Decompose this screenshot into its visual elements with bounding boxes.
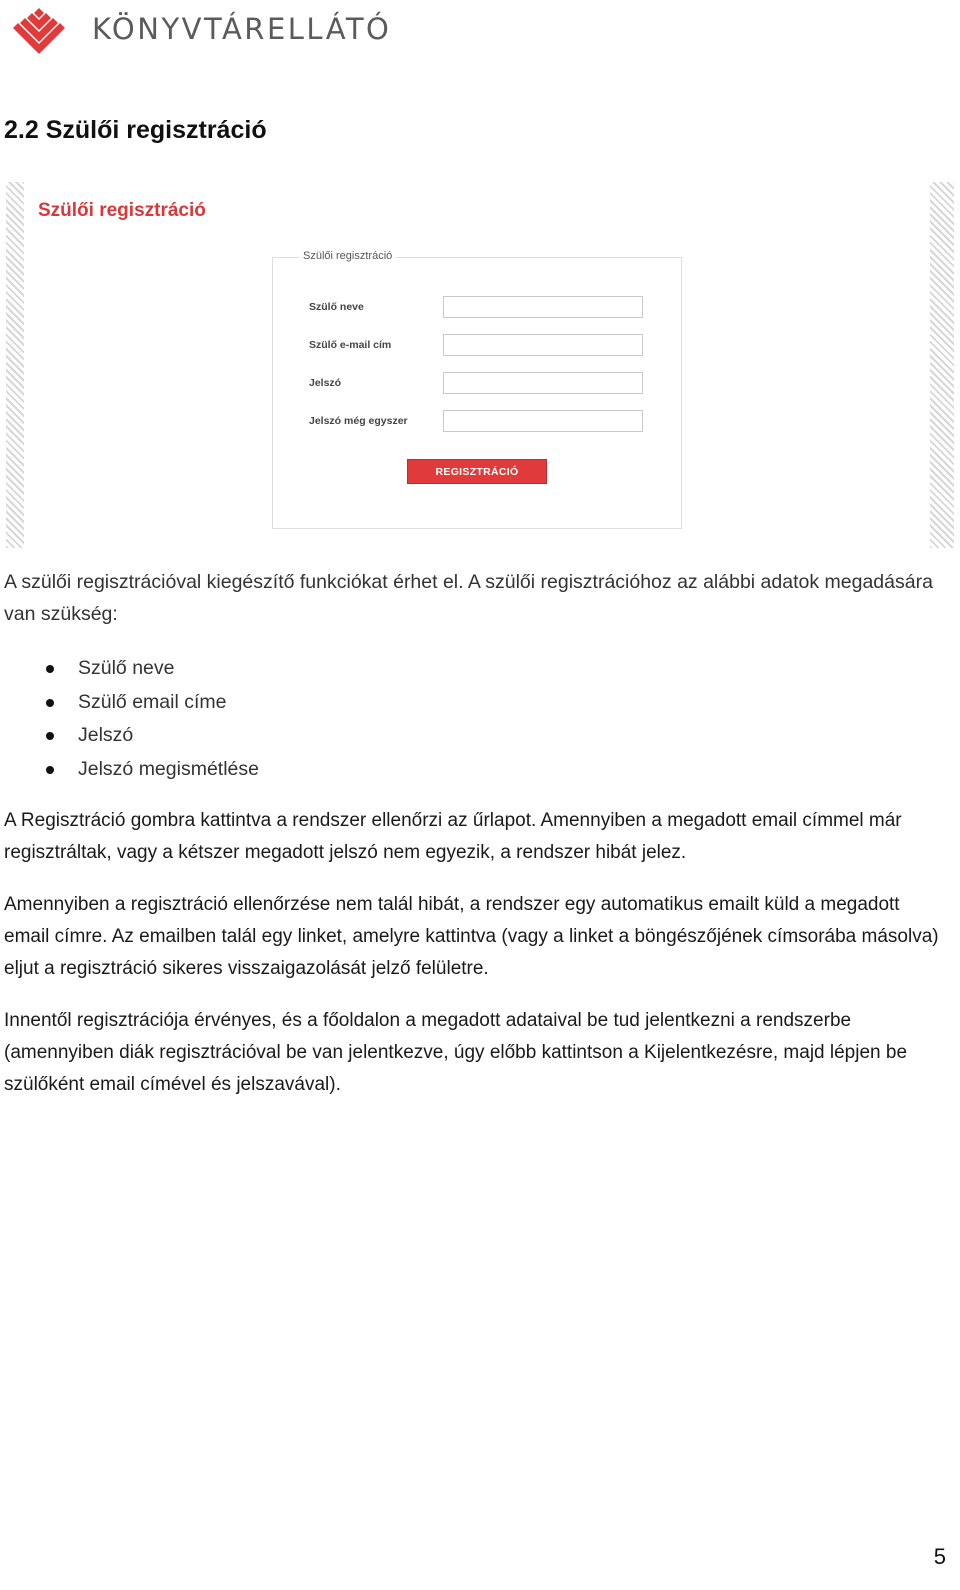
confirmation-paragraph: Amennyiben a regisztráció ellenőrzése nem talál hibát, a rendszer egy automatikus emailt küld a megadott email címre. Az emailben talál egy linket, amelyre kattintva (vagy a linket a böngészőjének címsorába másolva) eljut a regisztráció sikeres visszaigazolását jelző felületre. [4,894,939,979]
hatch-border-right [930,182,954,548]
list-item: Jelszó [4,719,504,753]
required-data-list [4,652,504,786]
parent-name-row [309,296,649,320]
password-input[interactable] [443,372,643,394]
parent-email-row [309,334,649,358]
page-number: 5 [933,1544,946,1569]
validation-paragraph: A Regisztráció gombra kattintva a rendszer ellenőrzi az űrlapot. Amennyiben a megadott email címmel már regisztráltak, vagy a kétszer megadott jelszó nem egyezik, a rendszer hibát jelez. [4,810,902,863]
password-repeat-row [309,410,649,434]
konyvtarellato-logo-icon [8,4,70,60]
password-label: Jelszó [309,377,342,389]
register-button[interactable]: REGISZTRÁCIÓ [407,459,547,484]
password-row [309,372,649,396]
list-item: Szülő neve [4,652,504,686]
list-item: Szülő email címe [4,686,504,720]
parent-email-label: Szülő e-mail cím [309,339,392,351]
parent-name-label: Szülő neve [309,301,364,313]
registration-fieldset [272,250,682,529]
list-item: Jelszó megismétlése [4,753,504,787]
parent-name-input[interactable] [443,296,643,318]
login-paragraph: Innentől regisztrációja érvényes, és a főoldalon a megadott adataival be tud jelentkezni a rendszerbe (amennyiben diák regisztrációval be van jelentkezve, úgy előbb kattintson a Kijelentkezésre, majd lépjen be szülőként email címével és jelszavával). [4,1010,908,1095]
hatch-border-left [6,182,24,548]
fieldset-legend: Szülői regisztráció [299,250,396,262]
logo-text: KÖNYVTÁRELLÁTÓ [92,12,392,46]
document-header [8,4,408,60]
parent-email-input[interactable] [443,334,643,356]
password-repeat-label: Jelszó még egyszer [309,415,408,427]
password-repeat-input[interactable] [443,410,643,432]
section-title: 2.2 Szülői regisztráció [4,116,267,144]
registration-form-screenshot [6,182,954,548]
form-page-title: Szülői regisztráció [38,200,206,221]
intro-paragraph: A szülői regisztrációval kiegészítő funkciókat érhet el. A szülői regisztrációhoz az alábbi adatok megadására van szükség: [4,571,933,625]
